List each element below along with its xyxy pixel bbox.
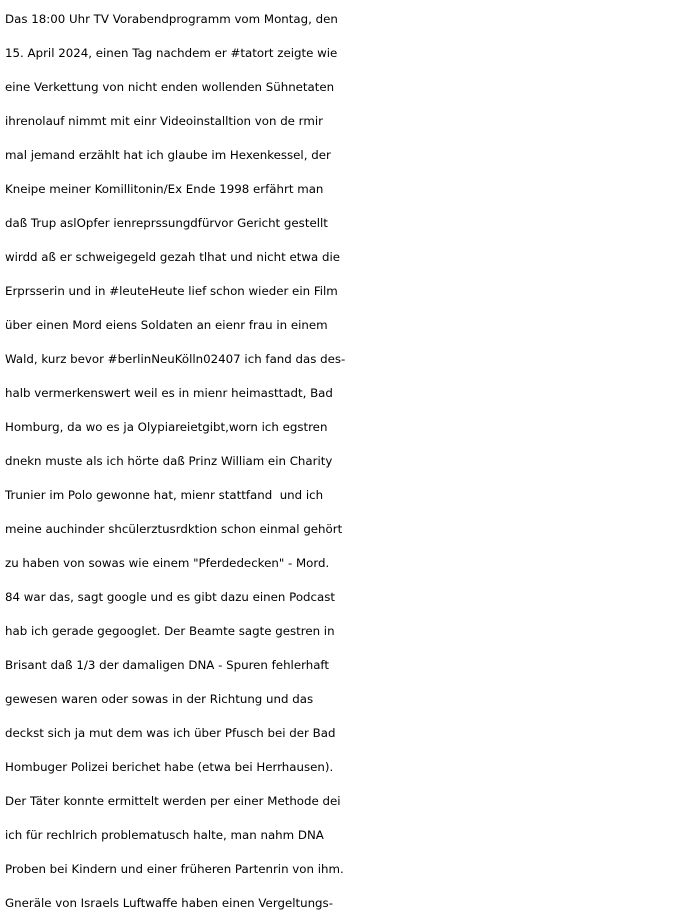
text-line: Wald, kurz bevor #berlinNeuKölln02407 ich fand das des- bbox=[5, 352, 346, 366]
document-body-text bbox=[5, 2, 684, 920]
text-line: 15. April 2024, einen Tag nachdem er #tatort zeigte wie bbox=[5, 46, 338, 60]
text-line: gewesen waren oder sowas in der Richtung und das bbox=[5, 692, 314, 706]
text-line: Der Täter konnte ermittelt werden per einer Methode dei bbox=[5, 794, 341, 808]
text-line: Proben bei Kindern und einer früheren Partenrin von ihm. bbox=[5, 862, 344, 876]
text-line: daß Trup aslOpfer ienreprssungdfürvor Gericht gestellt bbox=[5, 216, 328, 230]
text-line: wirdd aß er schweigegeld gezah tlhat und nicht etwa die bbox=[5, 250, 341, 264]
text-line: Homburg, da wo es ja Olypiareietgibt,worn ich egstren bbox=[5, 420, 328, 434]
text-line: Gneräle von Israels Luftwaffe haben einen Vergeltungs- bbox=[5, 896, 333, 910]
text-line: dnekn muste als ich hörte daß Prinz William ein Charity bbox=[5, 454, 333, 468]
text-line: Das 18:00 Uhr TV Vorabendprogramm vom Montag, den bbox=[5, 12, 338, 26]
text-line: Trunier im Polo gewonne hat, mienr stattfand und ich bbox=[5, 488, 324, 502]
text-line: mal jemand erzählt hat ich glaube im Hexenkessel, der bbox=[5, 148, 331, 162]
text-line: über einen Mord eiens Soldaten an eienr frau in einem bbox=[5, 318, 328, 332]
text-line: halb vermerkenswert weil es in mienr heimasttadt, Bad bbox=[5, 386, 333, 400]
text-line: eine Verkettung von nicht enden wollenden Sühnetaten bbox=[5, 80, 335, 94]
text-line: hab ich gerade gegooglet. Der Beamte sagte gestren in bbox=[5, 624, 335, 638]
text-line: deckst sich ja mut dem was ich über Pfusch bei der Bad bbox=[5, 726, 336, 740]
text-line: zu haben von sowas wie einem "Pferdedecken" - Mord. bbox=[5, 556, 330, 570]
text-line: Hombuger Polizei berichet habe (etwa bei Herrhausen). bbox=[5, 760, 334, 774]
text-line: Kneipe meiner Komillitonin/Ex Ende 1998 erfährt man bbox=[5, 182, 324, 196]
text-line: ich für rechlrich problematusch halte, man nahm DNA bbox=[5, 828, 324, 842]
text-line: meine auchinder shcülerztusrdktion schon einmal gehört bbox=[5, 522, 343, 536]
text-line: ihrenolauf nimmt mit einr Videoinstalltion von de rmir bbox=[5, 114, 323, 128]
text-line: Brisant daß 1/3 der damaligen DNA - Spuren fehlerhaft bbox=[5, 658, 329, 672]
text-line: Erprsserin und in #leuteHeute lief schon wieder ein Film bbox=[5, 284, 338, 298]
text-line: 84 war das, sagt google und es gibt dazu einen Podcast bbox=[5, 590, 336, 604]
